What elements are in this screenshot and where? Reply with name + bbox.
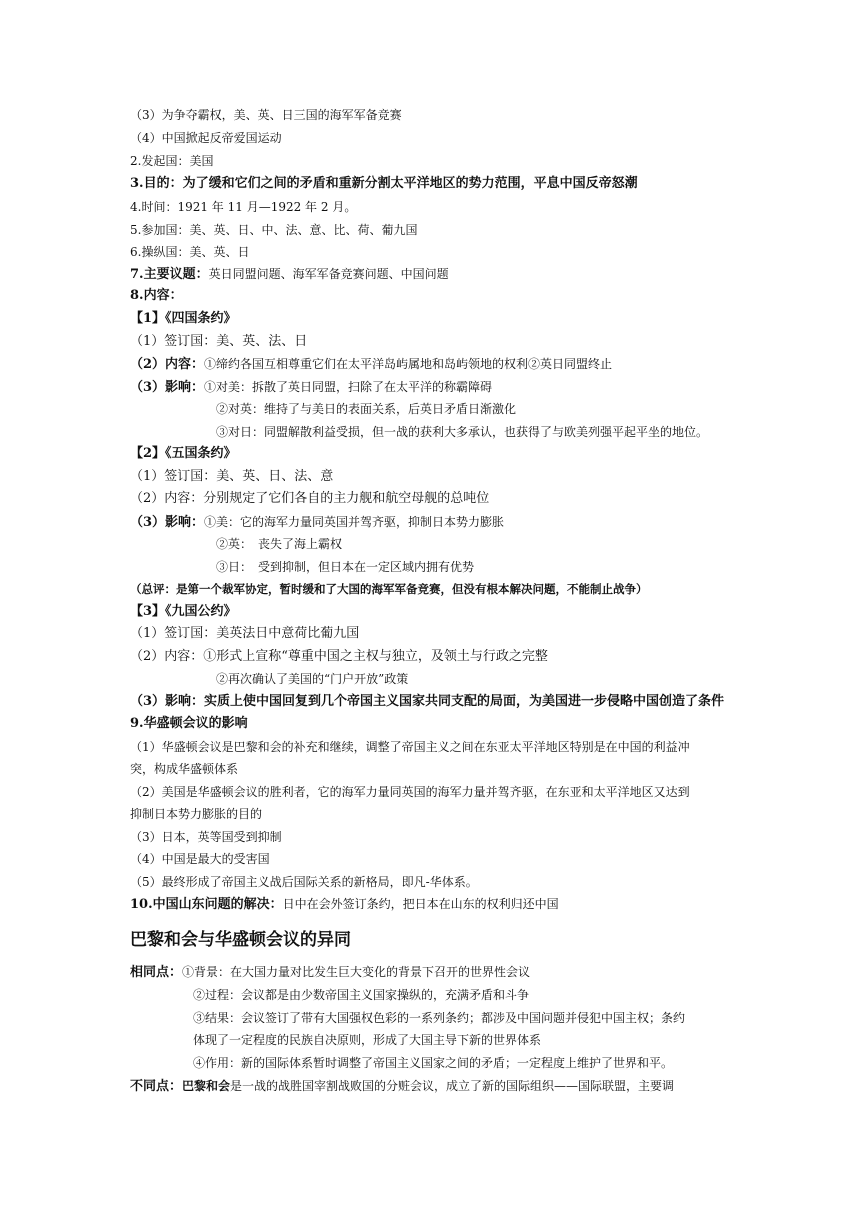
five-power-impact-japan: ③日： 受到抑制，但日本在一定区域内拥有优势: [216, 560, 475, 574]
participants-line: 5.参加国：美、英、日、中、法、意、比、荷、葡九国: [130, 223, 418, 237]
five-power-impact: [130, 512, 504, 532]
four-power-content: [130, 354, 612, 374]
similarities-label: 相同点：: [130, 965, 183, 980]
four-power-impact: [130, 377, 492, 397]
shandong-line: [130, 894, 559, 914]
background-item-3: （3）为争夺霸权，美、英、日三国的海军军备竞赛: [130, 108, 402, 122]
nine-power-impact: （3）影响：实质上使中国回复到几个帝国主义国家共同支配的局面，为美国进一步侵略中国创造了条件: [130, 694, 725, 709]
five-power-signatories: （1）签订国：美、英、日、法、意: [130, 469, 334, 484]
similarities-line-1: [130, 962, 530, 982]
main-topics-text: 英日同盟问题、海军军备竞赛问题、中国问题: [208, 267, 449, 281]
four-power-treaty-heading: 【1】《四国条约》: [130, 311, 237, 326]
five-power-treaty-heading: 【2】《五国条约》: [130, 446, 237, 461]
four-power-content-text: ①缔约各国互相尊重它们在太平洋岛屿属地和岛屿领地的权利②英日同盟终止: [204, 357, 613, 371]
differences-paris-label: 巴黎和会: [182, 1079, 231, 1093]
background-item-4: （4）中国掀起反帝爱国运动: [130, 131, 282, 145]
impact-item-1b: 突，构成华盛顿体系: [130, 762, 239, 776]
shandong-label: 10.中国山东问题的解决：: [130, 897, 283, 912]
differences-line: [130, 1076, 674, 1096]
similarity-1: ①背景：在大国力量对比发生巨大变化的背景下召开的世界性会议: [182, 965, 531, 979]
main-topics-line: [130, 264, 449, 284]
four-power-impact-label: （3）影响：: [130, 380, 205, 395]
four-power-content-label: （2）内容：: [130, 357, 205, 372]
similarity-2: ②过程：会议都是由少数帝国主义国家操纵的，充满矛盾和斗争: [193, 988, 530, 1002]
impact-item-2a: （2）美国是华盛顿会议的胜利者，它的海军力量同英国的海军力量并驾齐驱，在东亚和太平洋地区又达到: [130, 785, 690, 799]
nine-power-treaty-heading: 【3】《九国公约》: [130, 604, 237, 619]
five-power-impact-uk: ②英： 丧失了海上霸权: [216, 537, 343, 551]
impact-item-3: （3）日本，英等国受到抑制: [130, 830, 282, 844]
five-power-content: （2）内容：分别规定了它们各自的主力舰和航空母舰的总吨位: [130, 491, 490, 506]
impact-item-5: （5）最终形成了帝国主义战后国际关系的新格局，即凡-华体系。: [130, 875, 478, 889]
content-heading: 8.内容：: [130, 288, 183, 303]
four-power-impact-japan: ③对日：同盟解散利益受损，但一战的获利大多承认，也获得了与欧美列强平起平坐的地位。: [216, 425, 709, 439]
initiator-line: 2.发起国：美国: [130, 154, 214, 168]
differences-label: 不同点：: [130, 1079, 183, 1094]
section-title: 巴黎和会与华盛顿会议的异同: [130, 930, 351, 950]
similarity-4: ④作用：新的国际体系暂时调整了帝国主义国家之间的矛盾；一定程度上维护了世界和平。: [193, 1056, 674, 1070]
impact-heading: 9.华盛顿会议的影响: [130, 716, 248, 731]
purpose-line: 3.目的：为了缓和它们之间的矛盾和重新分割太平洋地区的势力范围，平息中国反帝怒潮: [130, 176, 638, 191]
impact-item-4: （4）中国是最大的受害国: [130, 852, 270, 866]
similarity-3a: ③结果：会议签订了带有大国强权色彩的一系列条约；都涉及中国问题并侵犯中国主权；条约: [193, 1011, 686, 1025]
four-power-impact-uk: ②对英：维持了与美日的表面关系，后英日矛盾日渐激化: [216, 402, 517, 416]
time-line: 4.时间：1921 年 11 月—1922 年 2 月。: [130, 200, 357, 214]
impact-item-2b: 抑制日本势力膨胀的目的: [130, 807, 263, 821]
four-power-impact-us: ①对美：拆散了英日同盟，扫除了在太平洋的称霸障碍: [204, 380, 493, 394]
five-power-impact-us: ①美：它的海军力量同英国并驾齐驱，抑制日本势力膨胀: [204, 515, 505, 529]
impact-item-1a: （1）华盛顿会议是巴黎和会的补充和继续，调整了帝国主义之间在东亚太平洋地区特别是在中国的利益冲: [130, 740, 690, 754]
nine-power-content-2: ②再次确认了美国的“门户开放”政策: [216, 672, 409, 686]
four-power-signatories: （1）签订国：美、英、法、日: [130, 334, 308, 349]
shandong-text: 日中在会外签订条约，把日本在山东的权利归还中国: [282, 897, 559, 911]
five-power-summary: （总评：是第一个裁军协定，暂时缓和了大国的海军军备竞赛，但没有根本解决问题，不能制止战争）: [130, 582, 648, 596]
similarity-3b: 体现了一定程度的民族自决原则，形成了大国主导下新的世界体系: [193, 1033, 542, 1047]
nine-power-signatories: （1）签订国：美英法日中意荷比葡九国: [130, 626, 360, 641]
main-topics-label: 7.主要议题：: [130, 267, 209, 282]
differences-text: 是一战的战胜国宰割战败国的分赃会议，成立了新的国际组织——国际联盟，主要调: [230, 1079, 675, 1093]
five-power-impact-label: （3）影响：: [130, 515, 205, 530]
nine-power-content-1: （2）内容：①形式上宣称“尊重中国之主权与独立，及领土与行政之完整: [130, 649, 548, 664]
controllers-line: 6.操纵国：美、英、日: [130, 245, 250, 259]
